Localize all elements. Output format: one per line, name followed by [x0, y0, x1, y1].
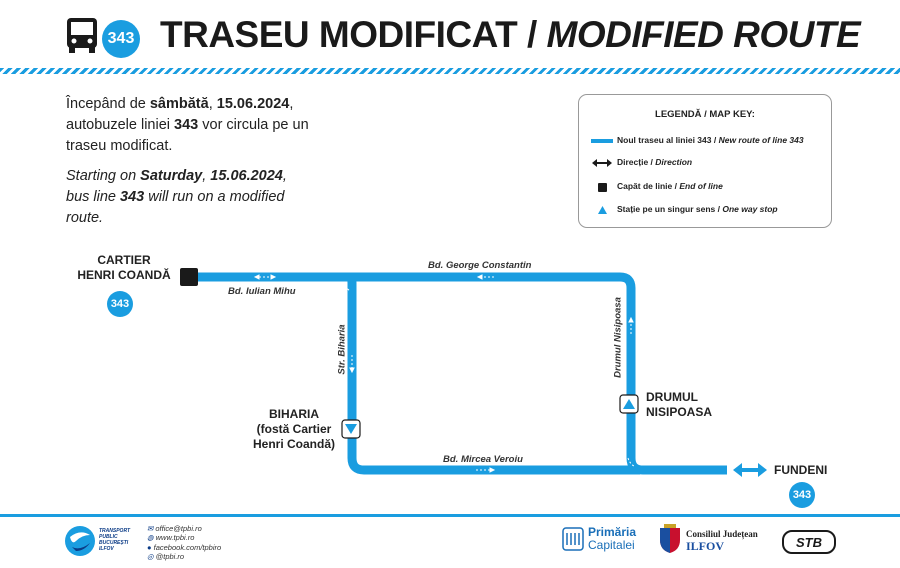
legend-label: Stație pe un singur sens / [617, 204, 723, 214]
stop-name-line: DRUMUL [646, 390, 698, 404]
street-label-veroiu: Bd. Mircea Veroiu [443, 454, 523, 465]
street-label-mihu: Bd. Iulian Mihu [228, 286, 296, 297]
footer-divider [0, 514, 900, 517]
intro-en-part: , [202, 168, 211, 184]
stop-name-line: NISIPOASA [646, 405, 713, 419]
street-label-nisipoasa: Drumul Nisipoasa [612, 297, 624, 378]
contact-facebook[interactable] [147, 543, 221, 552]
contact-web[interactable] [147, 533, 221, 542]
title-en: MODIFIED ROUTE [546, 14, 861, 55]
at-icon: ◎ [147, 552, 156, 562]
intro-ro-part: , autobuzele liniei [66, 96, 294, 133]
pmb-logo-icon [562, 527, 584, 556]
legend-label: Capăt de linie / [617, 181, 680, 191]
contact-text: www.tpbi.ro [155, 533, 195, 543]
route-badge-cartier: 343 [107, 291, 133, 317]
email-icon: ✉ [147, 524, 156, 533]
intro-en-part: Starting on [66, 168, 141, 184]
direction-arrow-icon [342, 283, 634, 466]
route-number-badge: 343 [102, 20, 140, 58]
title-ro: TRASEU MODIFICAT / [160, 14, 547, 55]
route-segment-george-nisipoasa [348, 277, 727, 470]
pmb-text-line: Capitalei [588, 538, 635, 552]
intro-en-day: Saturday [140, 168, 203, 184]
cj-ilfov-crest-icon [658, 524, 682, 559]
legend-label: Noul traseu al liniei 343 / [617, 135, 719, 145]
direction-arrow-icon [733, 463, 767, 477]
legend-label-en: One way stop [722, 204, 778, 214]
intro-ro-part: Începând de [66, 96, 150, 112]
contact-text: office@tpbi.ro [155, 524, 202, 533]
stop-name-line: Henri Coandă) [252, 437, 335, 451]
street-label-biharia: Str. Biharia [336, 324, 348, 375]
tpbi-logo-text [99, 528, 130, 552]
cj-text-line: ILFOV [686, 539, 725, 553]
intro-ro-part: vor circula pe un traseu modificat. [66, 117, 309, 154]
intro-ro-date: 15.06.2024 [216, 96, 290, 112]
tpbi-text-line: PUBLIC [99, 534, 118, 540]
contact-social[interactable] [147, 552, 221, 561]
intro-ro-day: sâmbătă [149, 96, 209, 112]
stop-name-line: HENRI COANDĂ [77, 268, 171, 282]
intro-en-part: , bus line [66, 168, 287, 205]
contact-text: @tpbi.ro [155, 552, 185, 562]
tpbi-text-line: ILFOV [99, 546, 114, 552]
street-label-george: Bd. George Constantin [428, 260, 532, 271]
tpbi-text-line: TRANSPORT [99, 528, 131, 534]
cj-ilfov-text [686, 528, 758, 552]
stop-biharia [250, 407, 338, 452]
intro-en-line: 343 [120, 189, 145, 205]
stop-cartier-henri-coanda [76, 253, 172, 283]
intro-en-date: 15.06.2024 [210, 168, 283, 184]
stop-name-line: BIHARIA [269, 407, 319, 421]
tpbi-logo [64, 525, 96, 562]
route-segment-mihu [188, 277, 352, 418]
stop-drumul-nisipoasa [646, 390, 712, 420]
facebook-icon: ● [147, 542, 154, 552]
legend-title: LEGENDĂ / MAP KEY: [655, 109, 755, 120]
intro-en-part: will run on a modified route. [66, 189, 285, 226]
intro-ro-line: 343 [174, 117, 199, 133]
intro-ro-part: , [208, 96, 217, 112]
contact-text: facebook.com/tpbiro [153, 542, 222, 552]
legend-label-en: New route of line 343 [718, 135, 804, 145]
terminus-square-icon [180, 268, 198, 286]
pmb-text-line: Primăria [588, 525, 637, 539]
stop-name-line: (fostă Cartier [256, 422, 332, 436]
globe-icon: ◍ [147, 533, 156, 543]
contact-email[interactable] [147, 524, 221, 533]
stop-fundeni: FUNDENI [774, 463, 828, 477]
legend-label-en: Direction [655, 157, 693, 167]
one-way-stop-icon [342, 420, 360, 438]
one-way-stop-icon [620, 395, 638, 413]
tpbi-logo-icon [64, 525, 96, 557]
tpbi-text-line: BUCUREȘTI [99, 540, 129, 546]
legend-label: Direcție / [617, 157, 656, 167]
stop-name-line: CARTIER [97, 253, 151, 267]
cj-text-line: Consiliul Județean [686, 529, 758, 539]
pmb-logo-text [588, 526, 636, 552]
route-badge-fundeni: 343 [789, 482, 815, 508]
legend-label-en: End of line [679, 181, 723, 191]
stb-logo: STB [782, 530, 836, 554]
contact-list [147, 524, 221, 562]
